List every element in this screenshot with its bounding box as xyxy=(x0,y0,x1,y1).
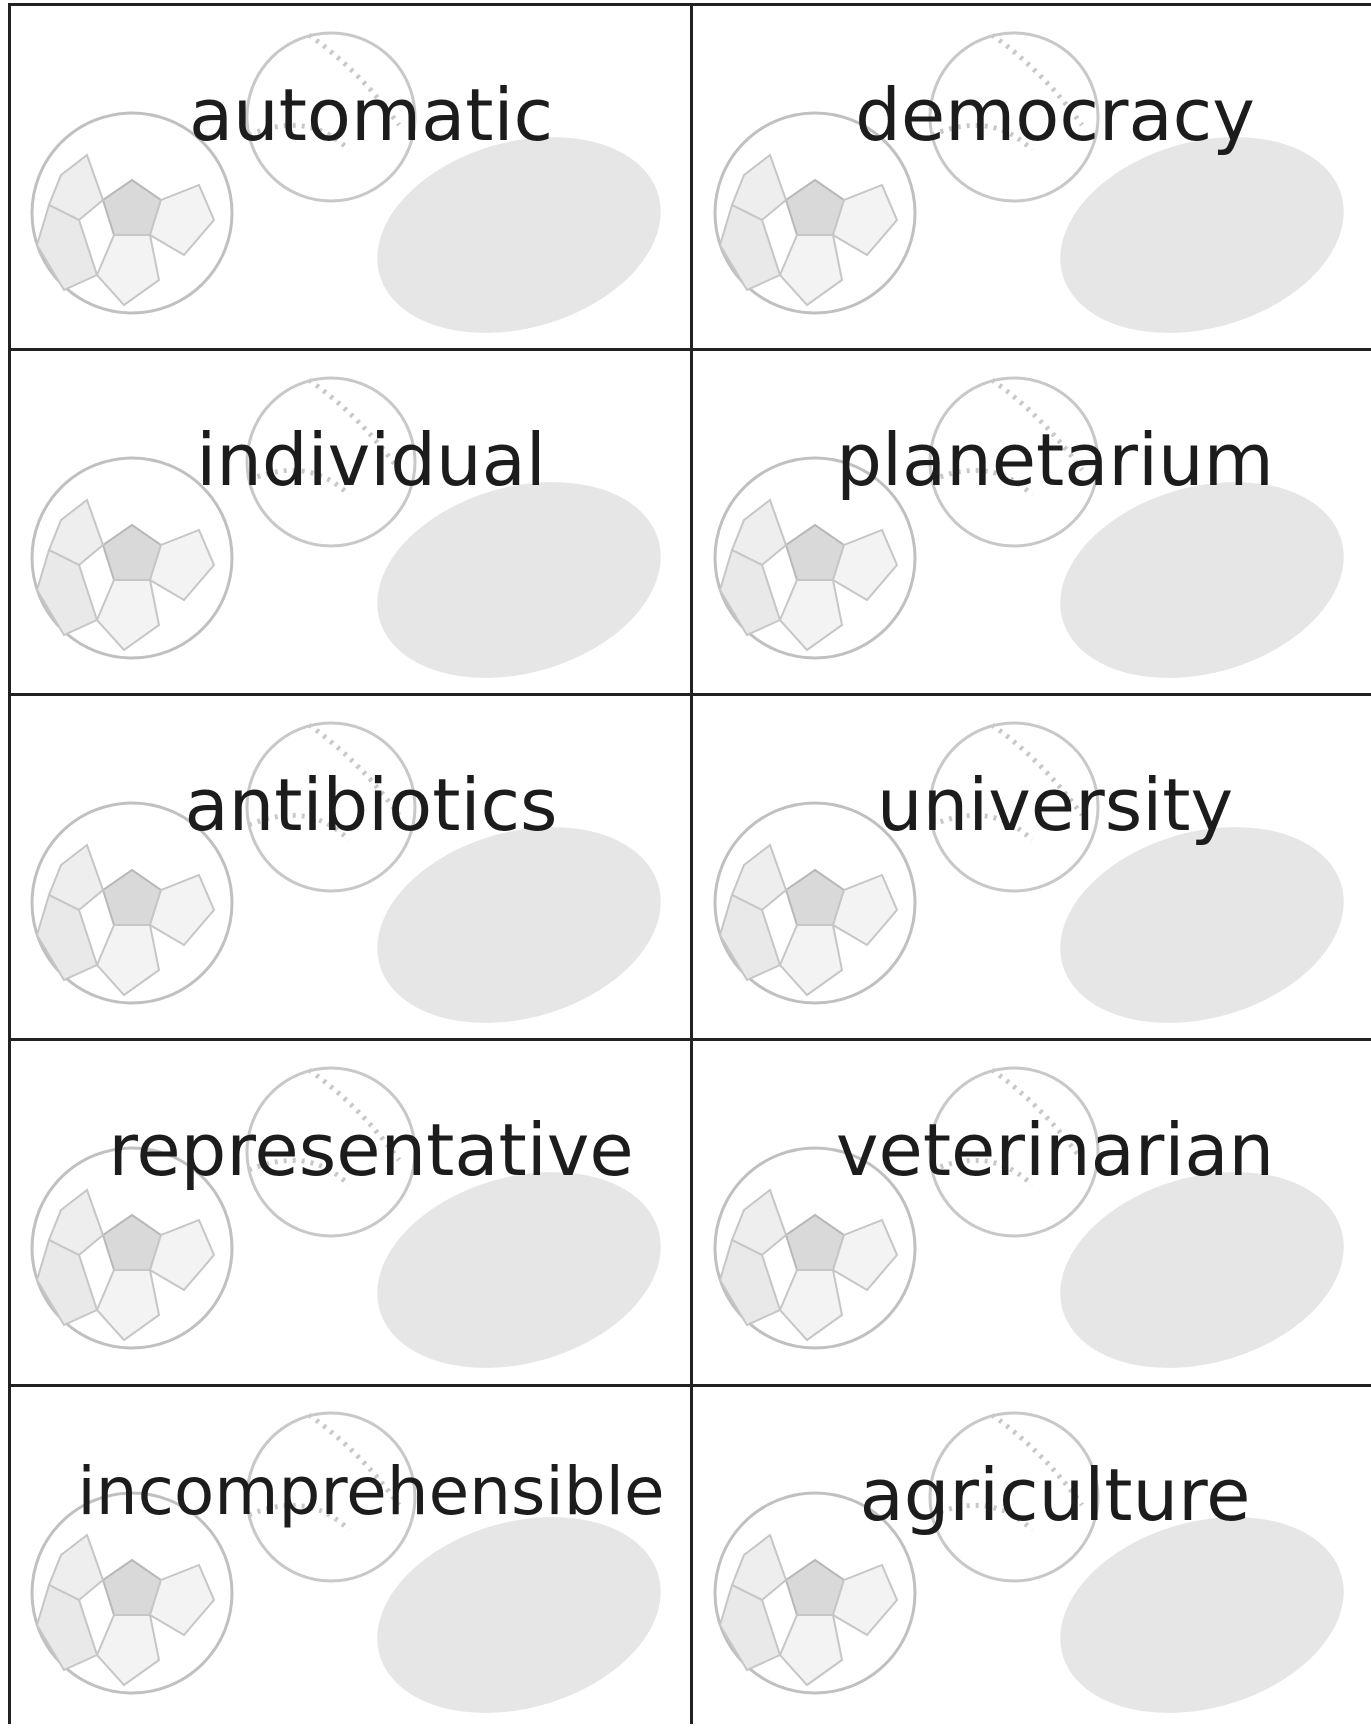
word-card xyxy=(9,5,693,350)
card-word: representative xyxy=(108,1108,634,1192)
word-card xyxy=(692,695,1371,1040)
word-card xyxy=(9,1385,693,1730)
card-word: university xyxy=(876,763,1234,847)
grid-column-divider xyxy=(690,3,693,1724)
sports-background-art xyxy=(9,695,693,1040)
sports-background-art xyxy=(9,1385,693,1730)
card-word: incomprehensible xyxy=(77,1453,665,1530)
sports-background-art xyxy=(692,5,1371,350)
sports-background-art xyxy=(692,695,1371,1040)
card-word: antibiotics xyxy=(184,763,558,847)
sports-background-art xyxy=(9,350,693,695)
word-card xyxy=(9,695,693,1040)
sports-background-art xyxy=(692,1385,1371,1730)
word-card xyxy=(692,5,1371,350)
card-word: veterinarian xyxy=(835,1108,1275,1192)
sports-background-art xyxy=(9,5,693,350)
word-card xyxy=(692,350,1371,695)
word-card xyxy=(692,1040,1371,1385)
sports-background-art xyxy=(692,350,1371,695)
card-word: planetarium xyxy=(836,418,1274,502)
word-card xyxy=(9,350,693,695)
card-word: individual xyxy=(196,418,546,502)
word-card xyxy=(9,1040,693,1385)
sports-background-art xyxy=(9,1040,693,1385)
card-word: democracy xyxy=(855,73,1255,157)
word-card xyxy=(692,1385,1371,1730)
card-word: automatic xyxy=(188,73,554,157)
card-word: agriculture xyxy=(859,1453,1251,1537)
sports-background-art xyxy=(692,1040,1371,1385)
grid-left-border xyxy=(8,3,11,1724)
